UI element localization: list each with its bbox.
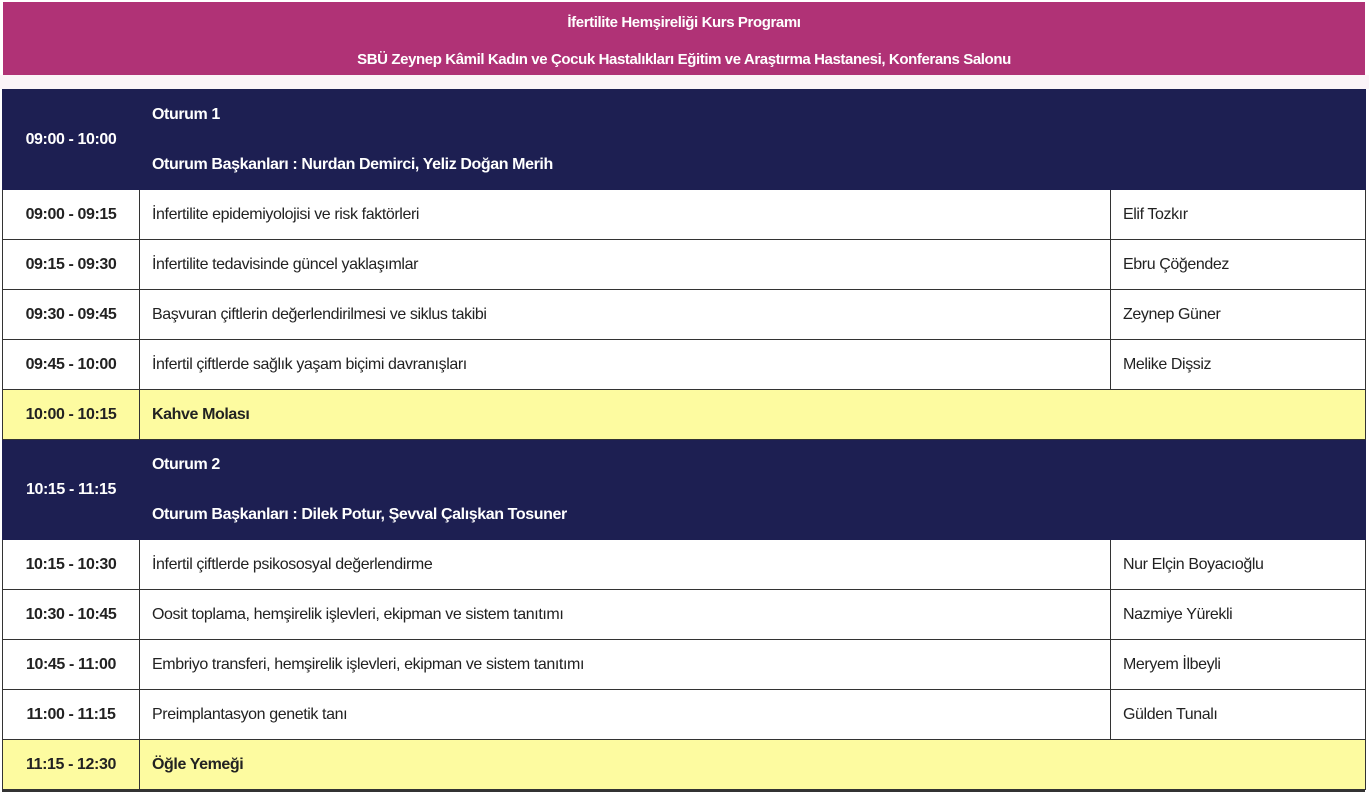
schedule-table [2,89,1366,790]
session-info [140,440,1366,540]
break-time: 11:15 - 12:30 [3,740,140,790]
talk-time: 10:45 - 11:00 [3,640,140,690]
talk-title: Preimplantasyon genetik tanı [140,690,1111,740]
talk-row [3,540,1366,590]
session-info [140,90,1366,190]
decorative-band [0,75,1369,89]
break-label: Öğle Yemeği [140,740,1366,790]
talk-time: 11:00 - 11:15 [3,690,140,740]
session-chairs: Oturum Başkanları : Nurdan Demirci, Yeliz Doğan Merih [152,155,553,173]
break-row [3,740,1366,790]
break-time: 10:00 - 10:15 [3,390,140,440]
session-header-row [3,440,1366,540]
talk-title: İnfertilite epidemiyolojisi ve risk faktörleri [140,190,1111,240]
session-chairs: Oturum Başkanları : Dilek Potur, Şevval Çalışkan Tosuner [152,505,567,523]
talk-row [3,190,1366,240]
session-title: Oturum 2 [152,455,220,473]
talk-speaker: Gülden Tunalı [1111,690,1366,740]
talk-speaker: Elif Tozkır [1111,190,1366,240]
talk-row [3,340,1366,390]
talk-time: 09:15 - 09:30 [3,240,140,290]
program-header [3,2,1365,75]
program-title: İfertilite Hemşireliği Kurs Programı [567,14,801,31]
talk-time: 09:00 - 09:15 [3,190,140,240]
talk-speaker: Ebru Çöğendez [1111,240,1366,290]
break-label: Kahve Molası [140,390,1366,440]
break-row [3,390,1366,440]
session-title: Oturum 1 [152,105,220,123]
talk-time: 10:15 - 10:30 [3,540,140,590]
talk-title: İnfertil çiftlerde psikososyal değerlendirme [140,540,1111,590]
talk-row [3,690,1366,740]
talk-speaker: Melike Dişsiz [1111,340,1366,390]
talk-time: 09:45 - 10:00 [3,340,140,390]
session-time: 10:15 - 11:15 [3,440,140,540]
talk-title: Embriyo transferi, hemşirelik işlevleri, ekipman ve sistem tanıtımı [140,640,1111,690]
talk-row [3,290,1366,340]
talk-row [3,640,1366,690]
talk-title: İnfertil çiftlerde sağlık yaşam biçimi davranışları [140,340,1111,390]
talk-title: Başvuran çiftlerin değerlendirilmesi ve siklus takibi [140,290,1111,340]
talk-speaker: Zeynep Güner [1111,290,1366,340]
talk-row [3,590,1366,640]
talk-row [3,240,1366,290]
talk-speaker: Nazmiye Yürekli [1111,590,1366,640]
talk-title: İnfertilite tedavisinde güncel yaklaşımlar [140,240,1111,290]
talk-title: Oosit toplama, hemşirelik işlevleri, ekipman ve sistem tanıtımı [140,590,1111,640]
talk-time: 09:30 - 09:45 [3,290,140,340]
program-venue: SBÜ Zeynep Kâmil Kadın ve Çocuk Hastalıkları Eğitim ve Araştırma Hastanesi, Konferans Salonu [357,51,1011,68]
talk-time: 10:30 - 10:45 [3,590,140,640]
talk-speaker: Nur Elçin Boyacıoğlu [1111,540,1366,590]
talk-speaker: Meryem İlbeyli [1111,640,1366,690]
session-time: 09:00 - 10:00 [3,90,140,190]
session-header-row [3,90,1366,190]
